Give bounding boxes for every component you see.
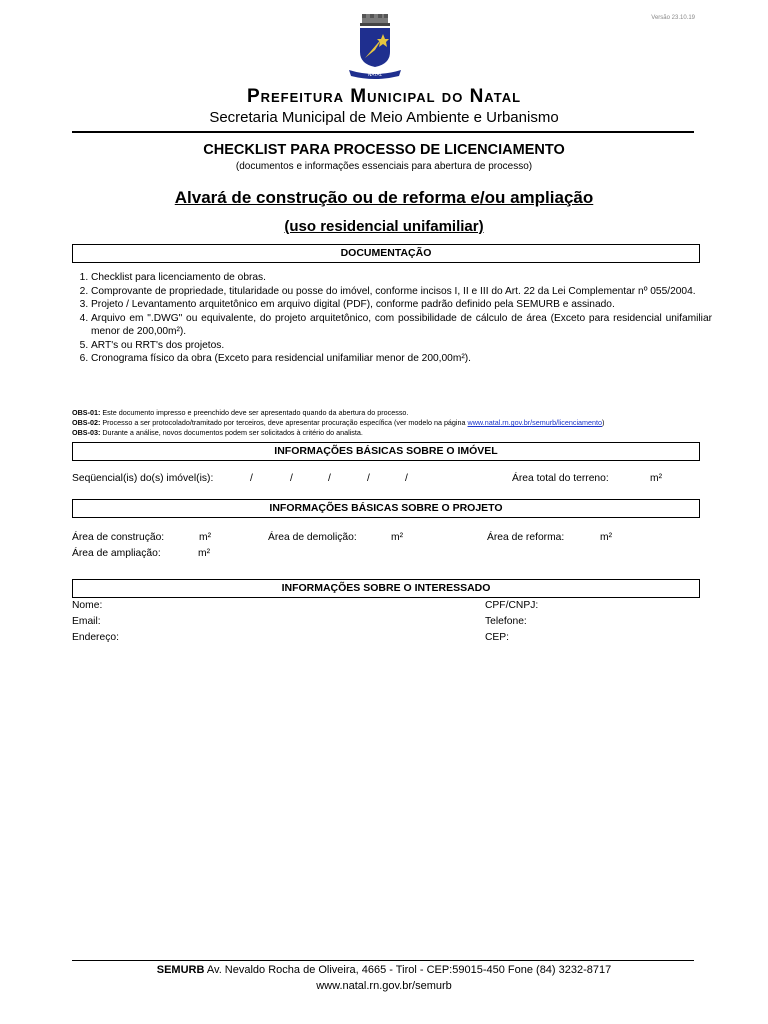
- sequencial-separator: /: [250, 473, 253, 484]
- org-title: Prefeitura Municipal do Natal: [246, 86, 522, 107]
- area-construcao-unit: m²: [199, 532, 212, 543]
- document-subheading: (uso residencial unifamiliar): [284, 218, 484, 235]
- sequencial-label: Seqüencial(is) do(s) imóvel(is):: [72, 473, 214, 484]
- telefone-label: Telefone:: [485, 616, 527, 627]
- version-label: Versão 23.10.19: [651, 15, 695, 21]
- obs-01: OBS-01: Este documento impresso e preenchido deve ser apresentado quando da abertura do processo.: [72, 408, 409, 417]
- obs-03: OBS-03: Durante a análise, novos documentos podem ser solicitados à critério do analista.: [72, 428, 363, 437]
- area-ampliacao-label: Área de ampliação:: [72, 548, 161, 559]
- area-construcao-label: Área de construção:: [72, 532, 165, 543]
- list-item: 6. Cronograma físico da obra (Exceto para residencial unifamiliar menor de 200,00m²).: [91, 352, 712, 366]
- sequencial-separator: /: [405, 473, 408, 484]
- cpf-label: CPF/CNPJ:: [485, 600, 539, 611]
- imovel-header: INFORMAÇÕES BÁSICAS SOBRE O IMÓVEL: [72, 442, 700, 461]
- area-ampliacao-unit: m²: [198, 548, 211, 559]
- header-divider: [72, 131, 694, 133]
- list-item: 4. Arquivo em ".DWG" ou equivalente, do projeto arquitetônico, com possibilidade de cálculo de área (Exceto para residencial unifamiliar menor de 200,00m²).: [91, 312, 712, 339]
- email-label: Email:: [72, 616, 101, 627]
- footer-address: SEMURB Av. Nevaldo Rocha de Oliveira, 4665 - Tirol - CEP:59015-450 Fone (84) 3232-8717: [156, 964, 612, 976]
- sequencial-separator: /: [290, 473, 293, 484]
- area-demolicao-label: Área de demolição:: [268, 532, 357, 543]
- obs-02: OBS-02: Processo a ser protocolado/tramitado por terceiros, deve apresentar procuração específica (ver modelo na página www.natal.rn.gov.br/semurb/licenciamento): [72, 418, 605, 427]
- projeto-header: INFORMAÇÕES BÁSICAS SOBRE O PROJETO: [72, 499, 700, 518]
- area-demolicao-unit: m²: [391, 532, 404, 543]
- licenciamento-link[interactable]: www.natal.rn.gov.br/semurb/licenciamento: [467, 418, 603, 427]
- natal-coat-of-arms-icon: [345, 12, 405, 80]
- documentacao-list: [72, 271, 712, 366]
- list-item: 5. ART's ou RRT's dos projetos.: [91, 339, 712, 353]
- crown-icon: [360, 14, 390, 26]
- list-item: 1. Checklist para licenciamento de obras.: [91, 271, 712, 285]
- list-item: 2. Comprovante de propriedade, titularidade ou posse do imóvel, conforme incisos I, II e III do Art. 22 da Lei Complementar nº 055/2004.: [91, 285, 712, 299]
- cep-label: CEP:: [485, 632, 510, 643]
- svg-text:NATAL: NATAL: [367, 73, 383, 78]
- interessado-header: INFORMAÇÕES SOBRE O INTERESSADO: [72, 579, 700, 598]
- footer-divider: [72, 960, 694, 961]
- endereco-label: Endereço:: [72, 632, 119, 643]
- document-heading: Alvará de construção ou de reforma e/ou ampliação: [174, 188, 594, 207]
- area-reforma-label: Área de reforma:: [487, 532, 565, 543]
- documentacao-header: DOCUMENTAÇÃO: [72, 244, 700, 263]
- list-item: 3. Projeto / Levantamento arquitetônico em arquivo digital (PDF), conforme padrão definido pela SEMURB e assinado.: [91, 298, 712, 312]
- footer-org: SEMURB: [156, 964, 205, 976]
- sequencial-separator: /: [367, 473, 370, 484]
- footer-website[interactable]: www.natal.rn.gov.br/semurb: [316, 980, 452, 992]
- sequencial-separator: /: [328, 473, 331, 484]
- document-title: CHECKLIST PARA PROCESSO DE LICENCIAMENTO: [203, 142, 565, 158]
- nome-label: Nome:: [72, 600, 103, 611]
- document-subtitle: (documentos e informações essenciais para abertura de processo): [235, 161, 533, 172]
- area-total-label: Área total do terreno:: [512, 473, 609, 484]
- area-reforma-unit: m²: [600, 532, 613, 543]
- org-subtitle: Secretaria Municipal de Meio Ambiente e Urbanismo: [209, 109, 559, 126]
- area-total-unit: m²: [650, 473, 663, 484]
